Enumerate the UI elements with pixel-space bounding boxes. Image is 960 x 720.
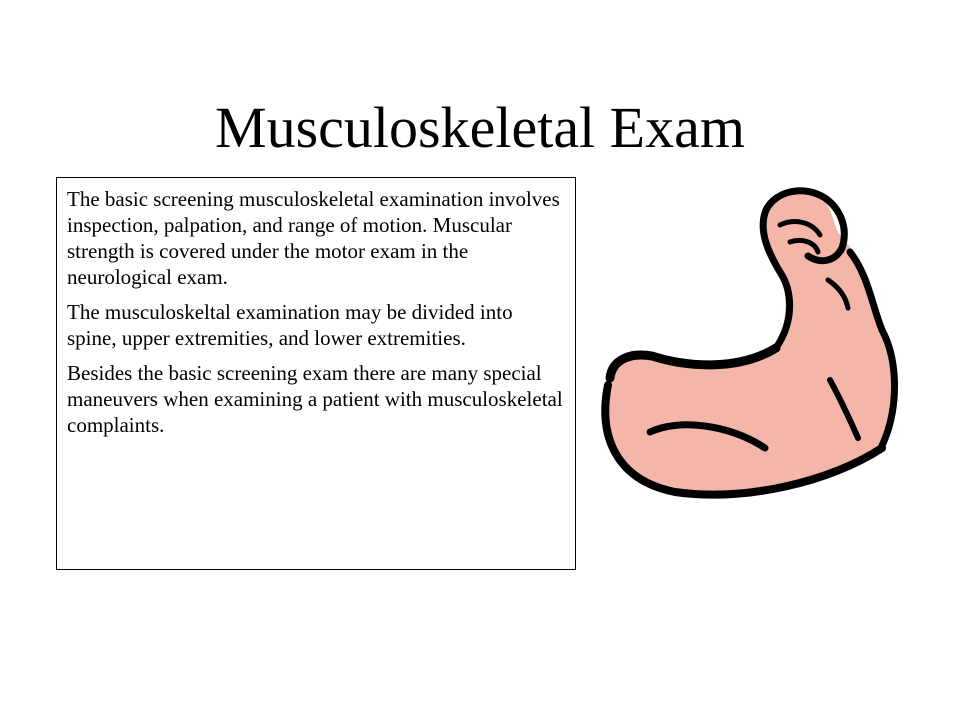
slide-title: Musculoskeletal Exam — [215, 95, 745, 160]
flexed-arm-icon — [580, 180, 910, 500]
text-box — [56, 177, 576, 570]
paragraph-divisions: The musculoskeltal examination may be divided into spine, upper extremities, and lower extremities. — [67, 300, 513, 350]
paragraph-special-maneuvers: Besides the basic screening exam there are many special maneuvers when examining a patient with musculoskeletal complaints. — [67, 361, 563, 437]
paragraph-screening: The basic screening musculoskeletal examination involves inspection, palpation, and range of motion. Muscular strength is covered under the motor exam in the neurological exam. — [67, 187, 560, 289]
arm-shape — [608, 190, 894, 493]
